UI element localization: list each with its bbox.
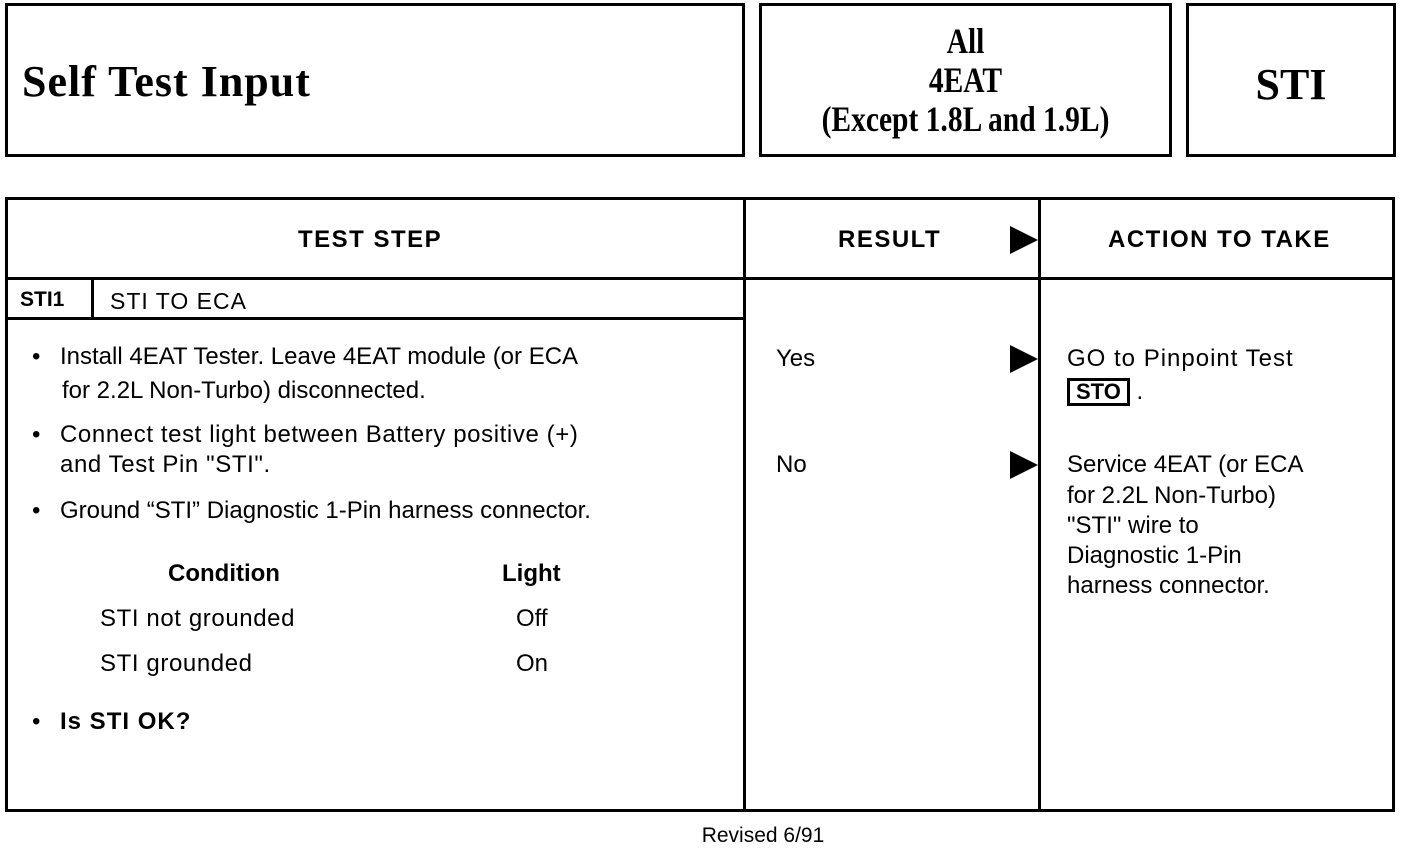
step-title-divider [8, 317, 746, 320]
result-no: No [776, 451, 807, 478]
applicability-line: All [946, 21, 985, 61]
action-text: GO to Pinpoint Test [1067, 345, 1294, 372]
step-instruction: Install 4EAT Tester. Leave 4EAT module (or ECA [60, 343, 579, 370]
code-box [1186, 3, 1396, 157]
action-text: Service 4EAT (or ECA [1067, 451, 1304, 478]
step-title: STI TO ECA [110, 288, 247, 314]
revision-text: Revised 6/91 [701, 824, 825, 847]
arrow-icon [1010, 226, 1038, 254]
column-header-test-step: TEST STEP [298, 226, 443, 253]
light-header: Light [502, 560, 561, 587]
arrow-icon [1010, 451, 1038, 479]
column-divider [743, 200, 746, 809]
pinpoint-test-ref: STO [1067, 378, 1130, 406]
result-yes: Yes [776, 345, 816, 372]
light-cell: On [516, 650, 549, 677]
applicability-line: (Except 1.8L and 1.9L) [821, 99, 1110, 139]
column-divider [1038, 200, 1041, 809]
condition-header: Condition [168, 560, 280, 587]
step-question: Is STI OK? [60, 708, 192, 735]
step-instruction: Ground “STI” Diagnostic 1-Pin harness connector. [60, 497, 591, 524]
action-text: Diagnostic 1-Pin [1067, 542, 1242, 569]
step-id-divider [91, 280, 94, 317]
page-title: Self Test Input [22, 57, 311, 106]
column-header-action: ACTION TO TAKE [1108, 226, 1331, 253]
step-instruction: and Test Pin "STI". [60, 451, 271, 478]
bullet-icon: • [32, 343, 41, 370]
step-instruction: for 2.2L Non-Turbo) disconnected. [62, 377, 426, 404]
test-code: STI [1255, 60, 1327, 109]
bullet-icon: • [32, 421, 41, 448]
step-instruction: Connect test light between Battery positive (+) [60, 421, 579, 448]
action-text: harness connector. [1067, 572, 1270, 599]
action-reference [1067, 376, 1143, 406]
light-cell: Off [516, 605, 548, 632]
condition-cell: STI grounded [100, 650, 253, 677]
action-text: for 2.2L Non-Turbo) [1067, 482, 1276, 509]
action-text: "STI" wire to [1067, 512, 1199, 539]
test-table [5, 197, 1395, 812]
bullet-icon: • [32, 497, 41, 524]
condition-cell: STI not grounded [100, 605, 296, 632]
arrow-icon [1010, 345, 1038, 373]
column-header-result: RESULT [838, 226, 942, 253]
header-divider [8, 277, 1392, 280]
step-id: STI1 [20, 288, 65, 311]
title-box [5, 3, 745, 157]
applicability-line: 4EAT [928, 60, 1003, 100]
bullet-icon: • [32, 708, 41, 735]
applicability-box [759, 3, 1172, 157]
revision-note [0, 824, 1408, 848]
action-suffix: . [1136, 378, 1144, 405]
